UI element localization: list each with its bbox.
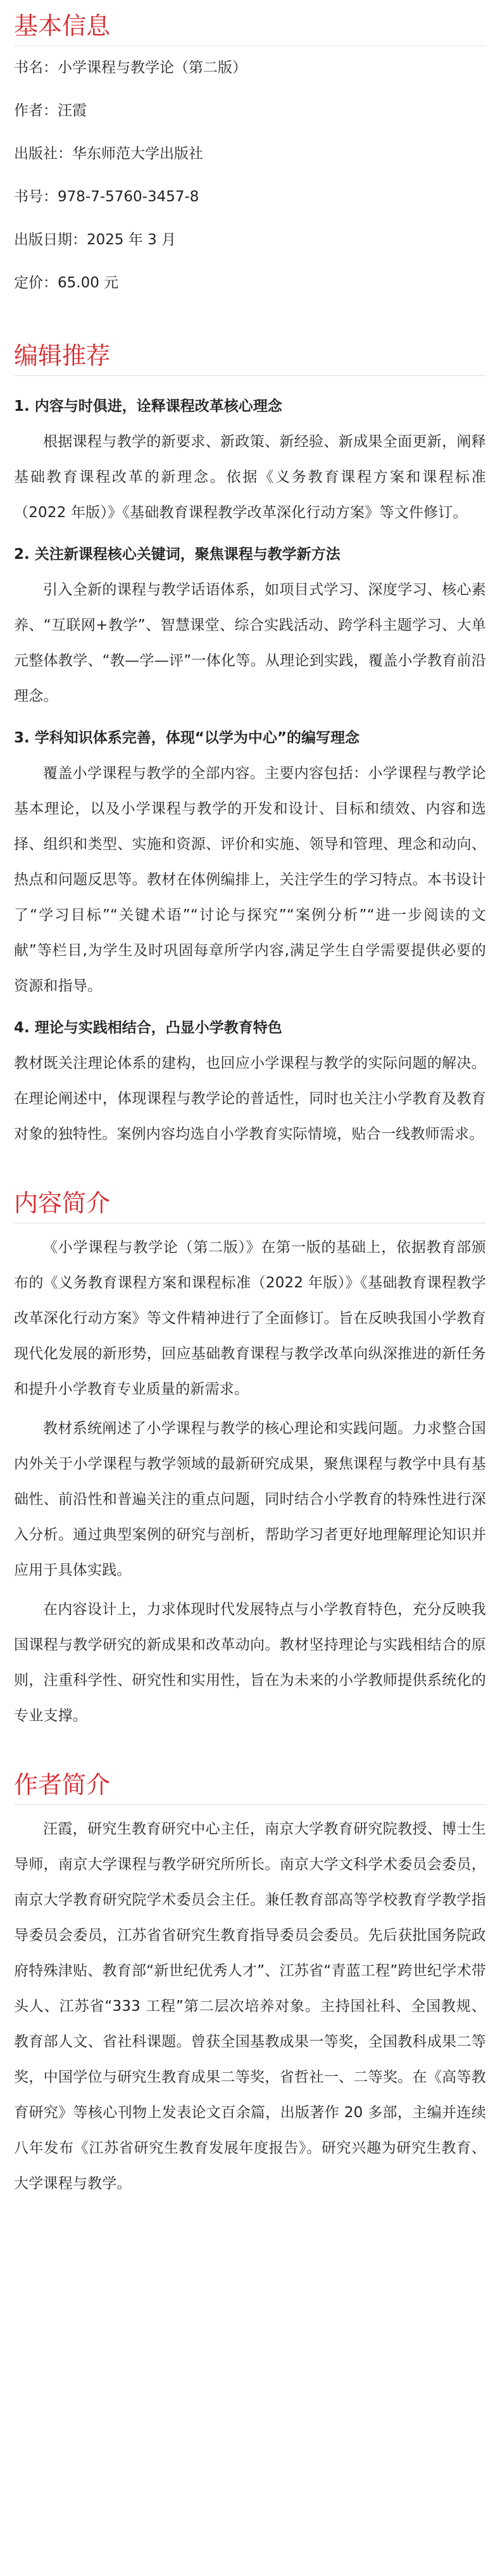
summary-paragraph: 教材系统阐述了小学课程与教学的核心理论和实践问题。力求整合国内外关于小学课程与教学领域的最新研究成果，聚焦课程与教学中具有基础性、前沿性和普遍关注的重点问题，同时结合小学教育的特殊性进行深入分析。通过典型案例的研究与剖析，帮助学习者更好地理解理论知识并应用于具体实践。: [14, 1420, 486, 1579]
editor-recommend-section: [14, 330, 486, 1152]
recommend-point-heading: 3. 学科知识体系完善，体现“以学为中心”的编写理念: [14, 730, 359, 746]
author-bio-body: [14, 1805, 486, 2201]
info-book-title: 书名：小学课程与教学论（第二版）: [14, 59, 247, 76]
recommend-point-text: 引入全新的课程与教学话语体系，如项目式学习、深度学习、核心素养、“互联网+教学”、智慧课堂、综合实践活动、跨学科主题学习、大单元整体教学、“教—学—评”一体化等。从理论到实践，覆盖小学教育前沿理念。: [14, 582, 486, 704]
author-bio-title: 作者简介: [14, 1759, 486, 1805]
author-bio-section: [14, 1759, 486, 2201]
info-pub-date: 出版日期：2025 年 3 月: [14, 232, 177, 248]
editor-recommend-body: [14, 376, 486, 1152]
summary-paragraph: 《小学课程与教学论（第二版）》在第一版的基础上，依据教育部颁布的《义务教育课程方案和课程标准（2022 年版）》《基础教育课程教学改革深化行动方案》等文件精神进行了全面修订。旨在反映我国小学教育现代化发展的新形势，回应基础教育课程与教学改革向纵深推进的新任务和提升小学教育专业质量的新需求。: [14, 1239, 486, 1397]
info-publisher: 出版社：华东师范大学出版社: [14, 146, 203, 162]
recommend-point-text: 覆盖小学课程与教学的全部内容。主要内容包括：小学课程与教学论基本理论，以及小学课程与教学的开发和设计、目标和绩效、内容和选择、组织和类型、实施和资源、评价和实施、领导和管理、理念和动向、热点和问题反思等。教材在体例编排上，关注学生的学习特点。本书设计了“学习目标”“关键术语”“讨论与探究”“案例分析”“进一步阅读的文献”等栏目,为学生及时巩固每章所学内容,满足学生自学需要提供必要的资源和指导。: [14, 765, 486, 994]
editor-recommend-title: 编辑推荐: [14, 330, 486, 376]
basic-info-list: [14, 46, 486, 304]
recommend-point-heading: 2. 关注新课程核心关键词，聚焦课程与教学新方法: [14, 546, 341, 563]
info-author: 作者：汪霞: [14, 103, 87, 119]
info-isbn: 书号：978-7-5760-3457-8: [14, 189, 199, 205]
basic-info-title: 基本信息: [14, 0, 486, 46]
recommend-point-text: 根据课程与教学的新要求、新政策、新经验、新成果全面更新，阐释基础教育课程改革的新理念。依据《义务教育课程方案和课程标准（2022 年版）》《基础教育课程教学改革深化行动方案》等文件修订。: [14, 434, 486, 521]
recommend-point-heading: 4. 理论与实践相结合，凸显小学教育特色: [14, 1020, 282, 1036]
basic-info-section: [14, 0, 486, 304]
content-summary-title: 内容简介: [14, 1177, 486, 1223]
summary-paragraph: 在内容设计上，力求体现时代发展特点与小学教育特色，充分反映我国课程与教学研究的新成果和改革动向。教材坚持理论与实践相结合的原则，注重科学性、研究性和实用性，旨在为未来的小学教师提供系统化的专业支撑。: [14, 1601, 486, 1724]
author-bio-paragraph: 汪霞，研究生教育研究中心主任，南京大学教育研究院教授、博士生导师，南京大学课程与教学研究所所长。南京大学文科学术委员会委员，南京大学教育研究院学术委员会主任。兼任教育部高等学校教育学教学指导委员会委员，江苏省省研究生教育指导委员会委员。先后获批国务院政府特殊津贴、教育部“新世纪优秀人才”、江苏省“青蓝工程”跨世纪学术带头人、江苏省“333 工程”第二层次培养对象。主持国社科、全国教规、教育部人文、省社科课题。曾获全国基教成果一等奖，全国教科成果二等奖，中国学位与研究生教育成果二等奖，省哲社一、二等奖。在《高等教育研究》等核心刊物上发表论文百余篇，出版著作 20 多部，主编并连续八年发布《江苏省研究生教育发展年度报告》。研究兴趣为研究生教育、大学课程与教学。: [14, 1821, 486, 2192]
recommend-point-text: 教材既关注理论体系的建构，也回应小学课程与教学的实际问题的解决。在理论阐述中，体现课程与教学论的普适性，同时也关注小学教育及教育对象的独特性。案例内容均选自小学教育实际情境，贴合一线教师需求。: [14, 1055, 486, 1142]
recommend-point-heading: 1. 内容与时俱进，诠释课程改革核心理念: [14, 398, 282, 415]
content-summary-section: [14, 1177, 486, 1734]
content-summary-body: [14, 1223, 486, 1734]
info-price: 定价：65.00 元: [14, 275, 119, 291]
